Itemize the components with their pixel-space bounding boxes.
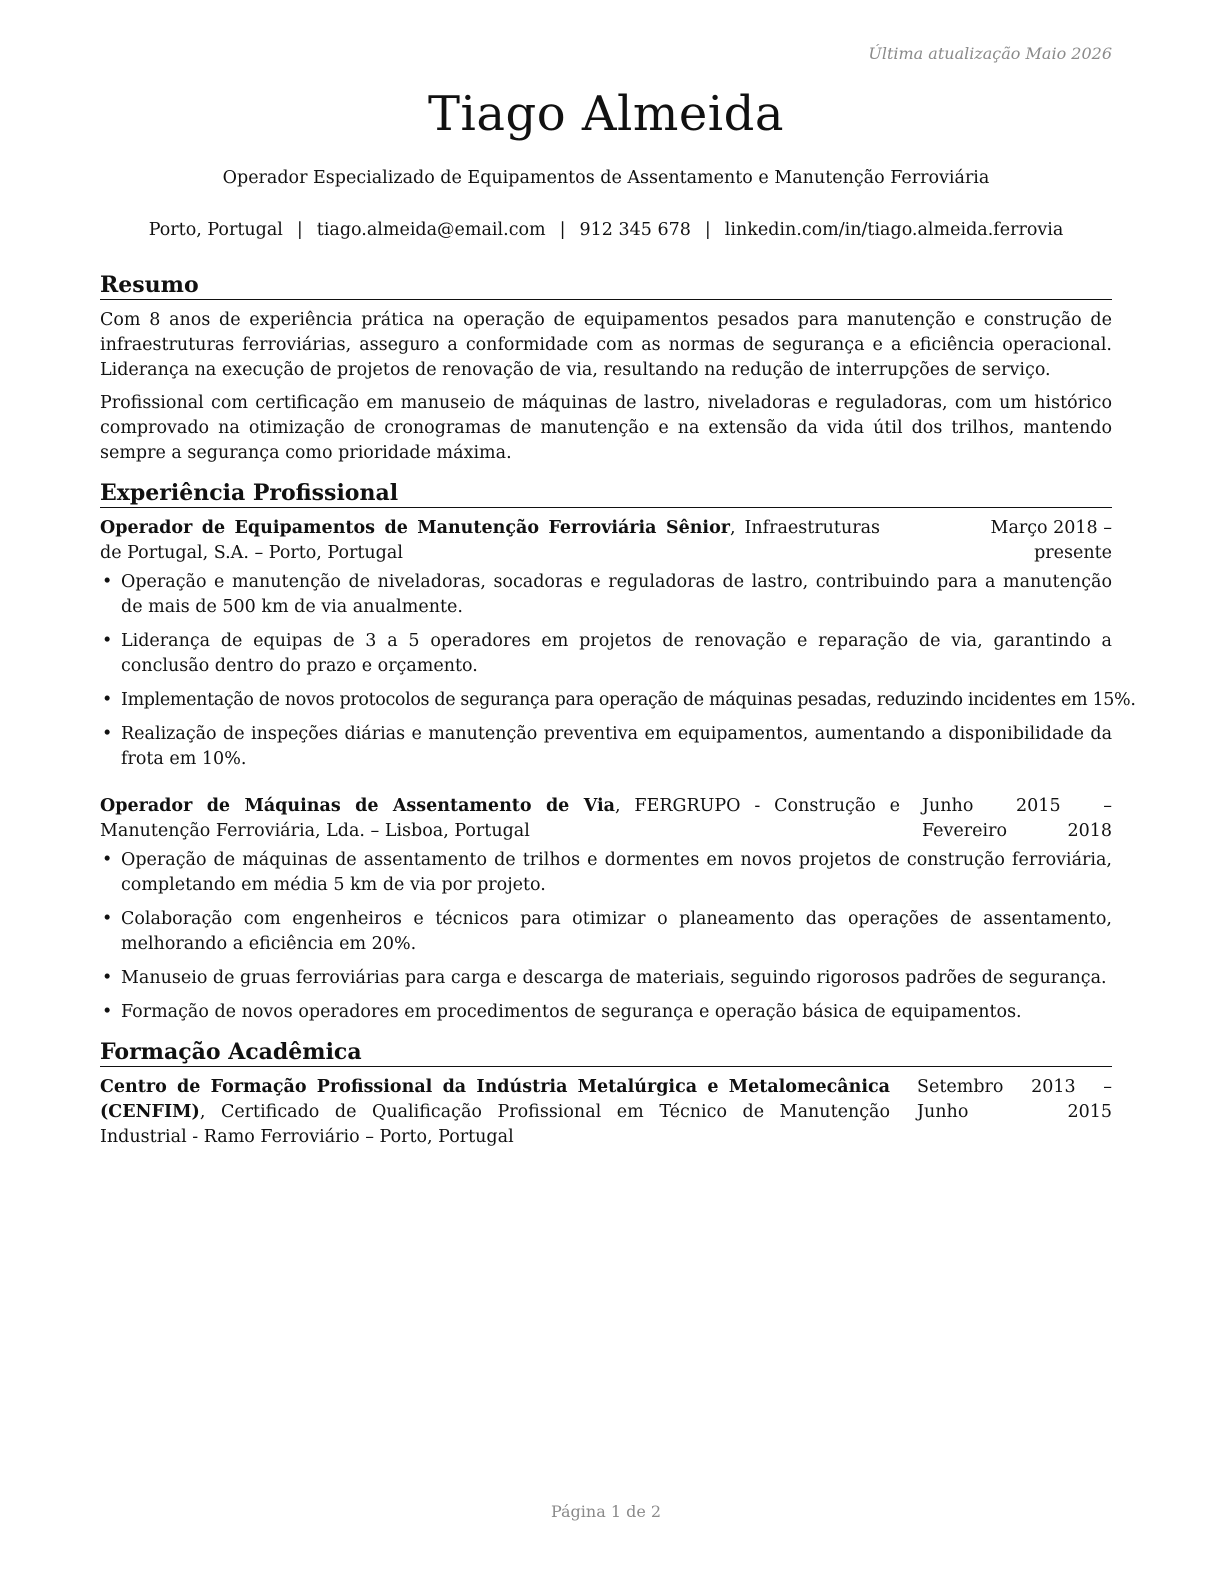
bullet-icon: • [102, 724, 113, 744]
contact-line [100, 220, 1112, 240]
education-institution: Centro de Formação Profissional da Indústria Metalúrgica e Metalomecânica (CENFIM) [100, 1077, 890, 1122]
contact-separator: | [559, 220, 566, 240]
entry-title [100, 794, 900, 844]
candidate-name: Tiago Almeida [428, 86, 784, 142]
bullet-text: Realização de inspeções diárias e manutenção preventiva em equipamentos, aumentando a disponibilidade da frota em 10%. [121, 724, 1112, 769]
bullet-text: Liderança de equipas de 3 a 5 operadores em projetos de renovação e reparação de via, garantindo a conclusão dentro do prazo e orçamento. [121, 631, 1112, 676]
list-item [100, 570, 1112, 620]
job-bullet-list [100, 848, 1112, 1025]
list-item [100, 688, 1136, 713]
summary-section [100, 272, 1112, 466]
contact-location: Porto, Portugal [148, 220, 283, 240]
job-role: Operador de Equipamentos de Manutenção Ferroviária Sênior [100, 518, 730, 538]
list-item [100, 966, 1112, 991]
list-item [100, 1000, 1112, 1025]
bullet-text: Operação e manutenção de niveladoras, socadoras e reguladoras de lastro, contribuindo para a manutenção de mais de 500 km de via anualmente. [121, 572, 1112, 617]
education-section [100, 1039, 1112, 1150]
job-dates: Junho 2015 – Fevereiro 2018 [922, 796, 1112, 841]
contact-linkedin[interactable]: linkedin.com/in/tiago.almeida.ferrovia [724, 220, 1064, 240]
experience-entry [100, 794, 1112, 1025]
contact-email[interactable]: tiago.almeida@email.com [316, 220, 546, 240]
bullet-text: Operação de máquinas de assentamento de trilhos e dormentes em novos projetos de construção ferroviária, completando em média 5 km de via por projeto. [121, 850, 1112, 895]
bullet-icon: • [102, 631, 113, 651]
contact-phone: 912 345 678 [579, 220, 691, 240]
bullet-icon: • [102, 690, 113, 710]
job-dates: Março 2018 – presente [990, 518, 1112, 563]
bullet-icon: • [102, 572, 113, 592]
job-organization: , FERGRUPO - Construção e Manutenção Ferroviária, Lda. – Lisboa, Portugal [100, 796, 900, 841]
section-title-education: Formação Acadêmica [100, 1039, 1112, 1067]
bullet-icon: • [102, 909, 113, 929]
section-title-summary: Resumo [100, 272, 1112, 300]
education-detail: , Certificado de Qualificação Profissional em Técnico de Manutenção Industrial - Ramo Ferroviário – Porto, Portugal [100, 1102, 890, 1147]
job-role: Operador de Máquinas de Assentamento de Via [100, 796, 615, 816]
list-item [100, 722, 1112, 772]
bullet-icon: • [102, 850, 113, 870]
resume-page [100, 0, 1136, 1584]
job-bullet-list [100, 570, 1136, 772]
entry-header [100, 1075, 1112, 1150]
experience-entry [100, 516, 1136, 772]
entry-title [100, 516, 880, 566]
contact-separator: | [704, 220, 711, 240]
entry-header [100, 516, 1112, 566]
education-dates: Setembro 2013 – Junho 2015 [917, 1077, 1112, 1122]
experience-section [100, 480, 1136, 1025]
last-updated-note: Última atualização Maio 2026 [868, 44, 1112, 63]
entry-title [100, 1075, 890, 1150]
bullet-text: Formação de novos operadores em procedimentos de segurança e operação básica de equipamentos. [121, 1002, 1022, 1022]
resume-content [100, 272, 1136, 1164]
list-item [100, 629, 1112, 679]
entry-header [100, 794, 1112, 844]
bullet-text: Colaboração com engenheiros e técnicos para otimizar o planeamento das operações de assentamento, melhorando a eficiência em 20%. [121, 909, 1112, 954]
summary-paragraph: Com 8 anos de experiência prática na operação de equipamentos pesados para manutenção e construção de infraestruturas ferroviárias, asseguro a conformidade com as normas de segurança e a eficiência operacional. Liderança na execução de projetos de renovação de via, resultando na redução de interrupções de serviço. [100, 310, 1112, 380]
bullet-icon: • [102, 1002, 113, 1022]
bullet-text: Implementação de novos protocolos de segurança para operação de máquinas pesadas, reduzindo incidentes em 15%. [121, 690, 1136, 710]
bullet-icon: • [102, 968, 113, 988]
education-entry [100, 1075, 1112, 1150]
summary-paragraph: Profissional com certificação em manuseio de máquinas de lastro, niveladoras e reguladoras, com um histórico comprovado na otimização de cronogramas de manutenção e na extensão da vida útil dos trilhos, mantendo sempre a segurança como prioridade máxima. [100, 393, 1112, 463]
list-item [100, 848, 1112, 898]
list-item [100, 907, 1112, 957]
bullet-text: Manuseio de gruas ferroviárias para carga e descarga de materiais, seguindo rigorosos padrões de segurança. [121, 968, 1107, 988]
contact-separator: | [296, 220, 303, 240]
job-organization: , Infraestruturas de Portugal, S.A. – Porto, Portugal [100, 518, 880, 563]
section-title-experience: Experiência Profissional [100, 480, 1112, 508]
page-number: Página 1 de 2 [550, 1502, 662, 1521]
candidate-headline: Operador Especializado de Equipamentos de Assentamento e Manutenção Ferroviária [222, 168, 990, 188]
